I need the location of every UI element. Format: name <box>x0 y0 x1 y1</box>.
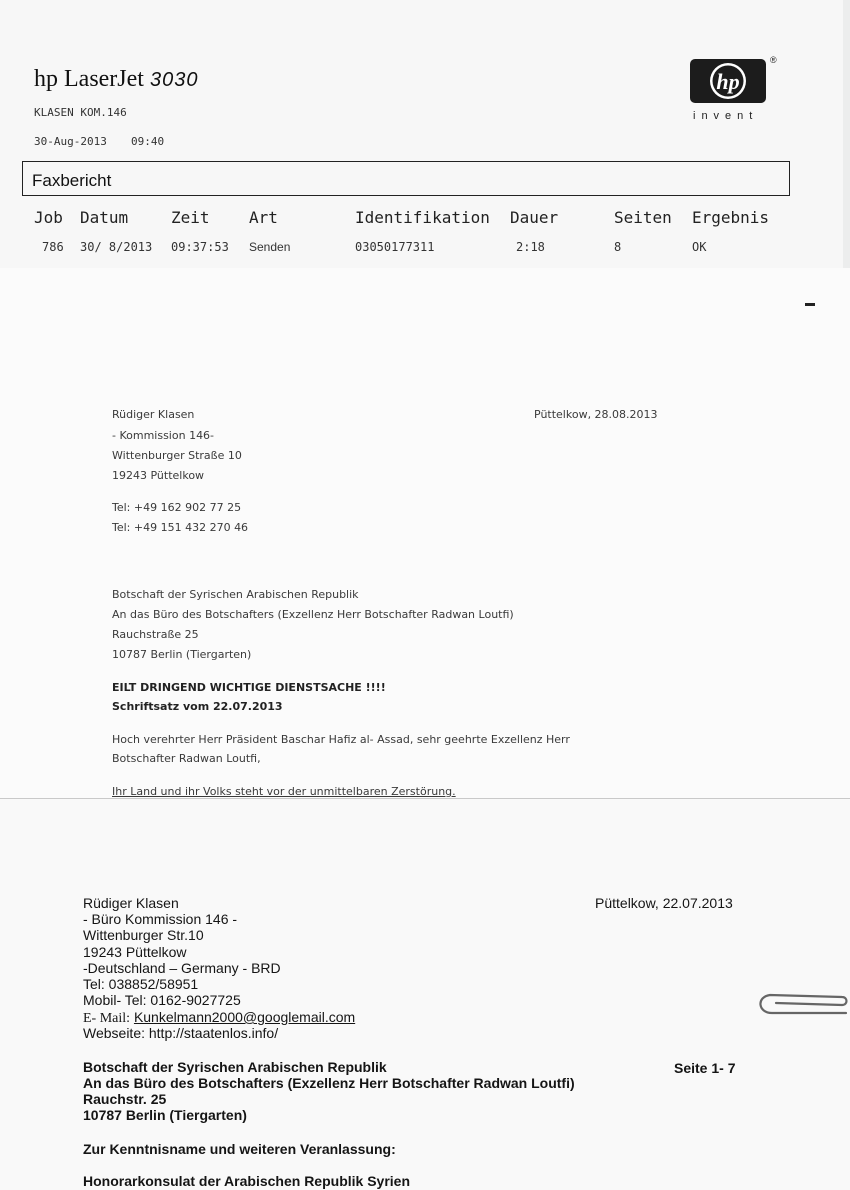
subject-date: Schriftsatz vom 22.07.2013 <box>112 700 283 713</box>
sender-line: - Büro Kommission 146 - <box>83 911 238 927</box>
sender-line: Mobil- Tel: 0162-9027725 <box>83 992 241 1008</box>
col-header-art: Art <box>249 208 278 227</box>
recipient-line: An das Büro des Botschafters (Exzellenz Herr Botschafter Radwan Loutfi) <box>112 608 514 621</box>
fax-date: 30-Aug-2013 <box>34 135 107 148</box>
recipient-line: Botschaft der Syrischen Arabischen Republik <box>83 1059 387 1075</box>
report-label: Faxbericht <box>32 171 112 190</box>
report-box <box>22 161 790 196</box>
cell-dauer: 2:18 <box>516 240 545 254</box>
sender-line: Rüdiger Klasen <box>83 895 179 911</box>
recipient-line: 10787 Berlin (Tiergarten) <box>83 1107 247 1123</box>
registered-mark-icon: ® <box>770 55 777 65</box>
recipient-line: 10787 Berlin (Tiergarten) <box>112 648 252 661</box>
sender-line: 19243 Püttelkow <box>112 469 205 482</box>
cell-datum: 30/ 8/2013 <box>80 240 153 254</box>
hp-logo-sub: invent <box>693 110 759 122</box>
cell-ergebnis: OK <box>692 240 707 254</box>
col-header-job: Job <box>34 208 63 227</box>
sender-line: Wittenburger Straße 10 <box>112 449 242 462</box>
sender-line: Tel: 038852/58951 <box>83 976 199 992</box>
website-line: Webseite: http://staatenlos.info/ <box>83 1025 279 1041</box>
printer-model: 3030 <box>149 69 199 91</box>
letter-page-2 <box>0 798 850 1190</box>
col-header-seiten: Seiten <box>614 208 672 227</box>
email-link[interactable]: Kunkelmann2000@googlemail.com <box>133 1009 356 1025</box>
printer-title <box>34 66 198 93</box>
sender-line: Rüdiger Klasen <box>112 408 195 421</box>
sender-line: -Deutschland – Germany - BRD <box>83 960 281 976</box>
col-header-dauer: Dauer <box>510 208 559 227</box>
printer-name: hp LaserJet <box>34 66 144 92</box>
sender-line: 19243 Püttelkow <box>83 944 187 960</box>
email-label: E- Mail: <box>83 1011 131 1026</box>
recipient-line: Botschaft der Syrischen Arabischen Republik <box>112 588 359 601</box>
col-header-zeit: Zeit <box>171 208 210 227</box>
paperclip-icon <box>752 983 848 1019</box>
cell-seiten: 8 <box>614 240 622 254</box>
salutation-line: Botschafter Radwan Loutfi, <box>112 752 261 765</box>
hp-logo-icon <box>689 58 767 104</box>
col-header-datum: Datum <box>80 208 129 227</box>
cell-art: Senden <box>249 240 291 254</box>
col-header-ergebnis: Ergebnis <box>692 208 770 227</box>
cc-heading: Zur Kenntnisname und weiteren Veranlassung: <box>83 1141 396 1157</box>
recipient-line: Rauchstraße 25 <box>112 628 199 641</box>
place-date: Püttelkow, 22.07.2013 <box>595 895 733 911</box>
fax-time: 09:40 <box>131 135 165 148</box>
sender-line: Wittenburger Str.10 <box>83 927 204 943</box>
page-reference: Seite 1- 7 <box>674 1060 736 1076</box>
fax-report-sheet <box>0 0 843 268</box>
col-header-identifikation: Identifikation <box>355 208 490 227</box>
letter-page-1 <box>0 268 850 798</box>
cell-zeit: 09:37:53 <box>171 240 229 254</box>
page-mark <box>805 303 815 306</box>
salutation-line: Hoch verehrter Herr Präsident Baschar Hafiz al- Assad, sehr geehrte Exzellenz Herr <box>112 733 570 746</box>
place-date: Püttelkow, 28.08.2013 <box>534 408 658 421</box>
hp-logo-text: hp <box>716 69 740 94</box>
cell-job: 786 <box>42 240 64 254</box>
fax-sender-id: KLASEN KOM.146 <box>34 106 127 119</box>
phone-line: Tel: +49 162 902 77 25 <box>112 501 242 514</box>
body-line: Ihr Land und ihr Volks steht vor der unmittelbaren Zerstörung. <box>112 785 456 798</box>
cc-line: Honorarkonsulat der Arabischen Republik Syrien <box>83 1173 411 1189</box>
recipient-line: Rauchstr. 25 <box>83 1091 167 1107</box>
sender-line: - Kommission 146- <box>112 429 215 442</box>
phone-line: Tel: +49 151 432 270 46 <box>112 521 249 534</box>
cell-identifikation: 03050177311 <box>355 240 435 254</box>
subject-line: EILT DRINGEND WICHTIGE DIENSTSACHE !!!! <box>112 681 386 694</box>
recipient-line: An das Büro des Botschafters (Exzellenz Herr Botschafter Radwan Loutfi) <box>83 1075 575 1091</box>
